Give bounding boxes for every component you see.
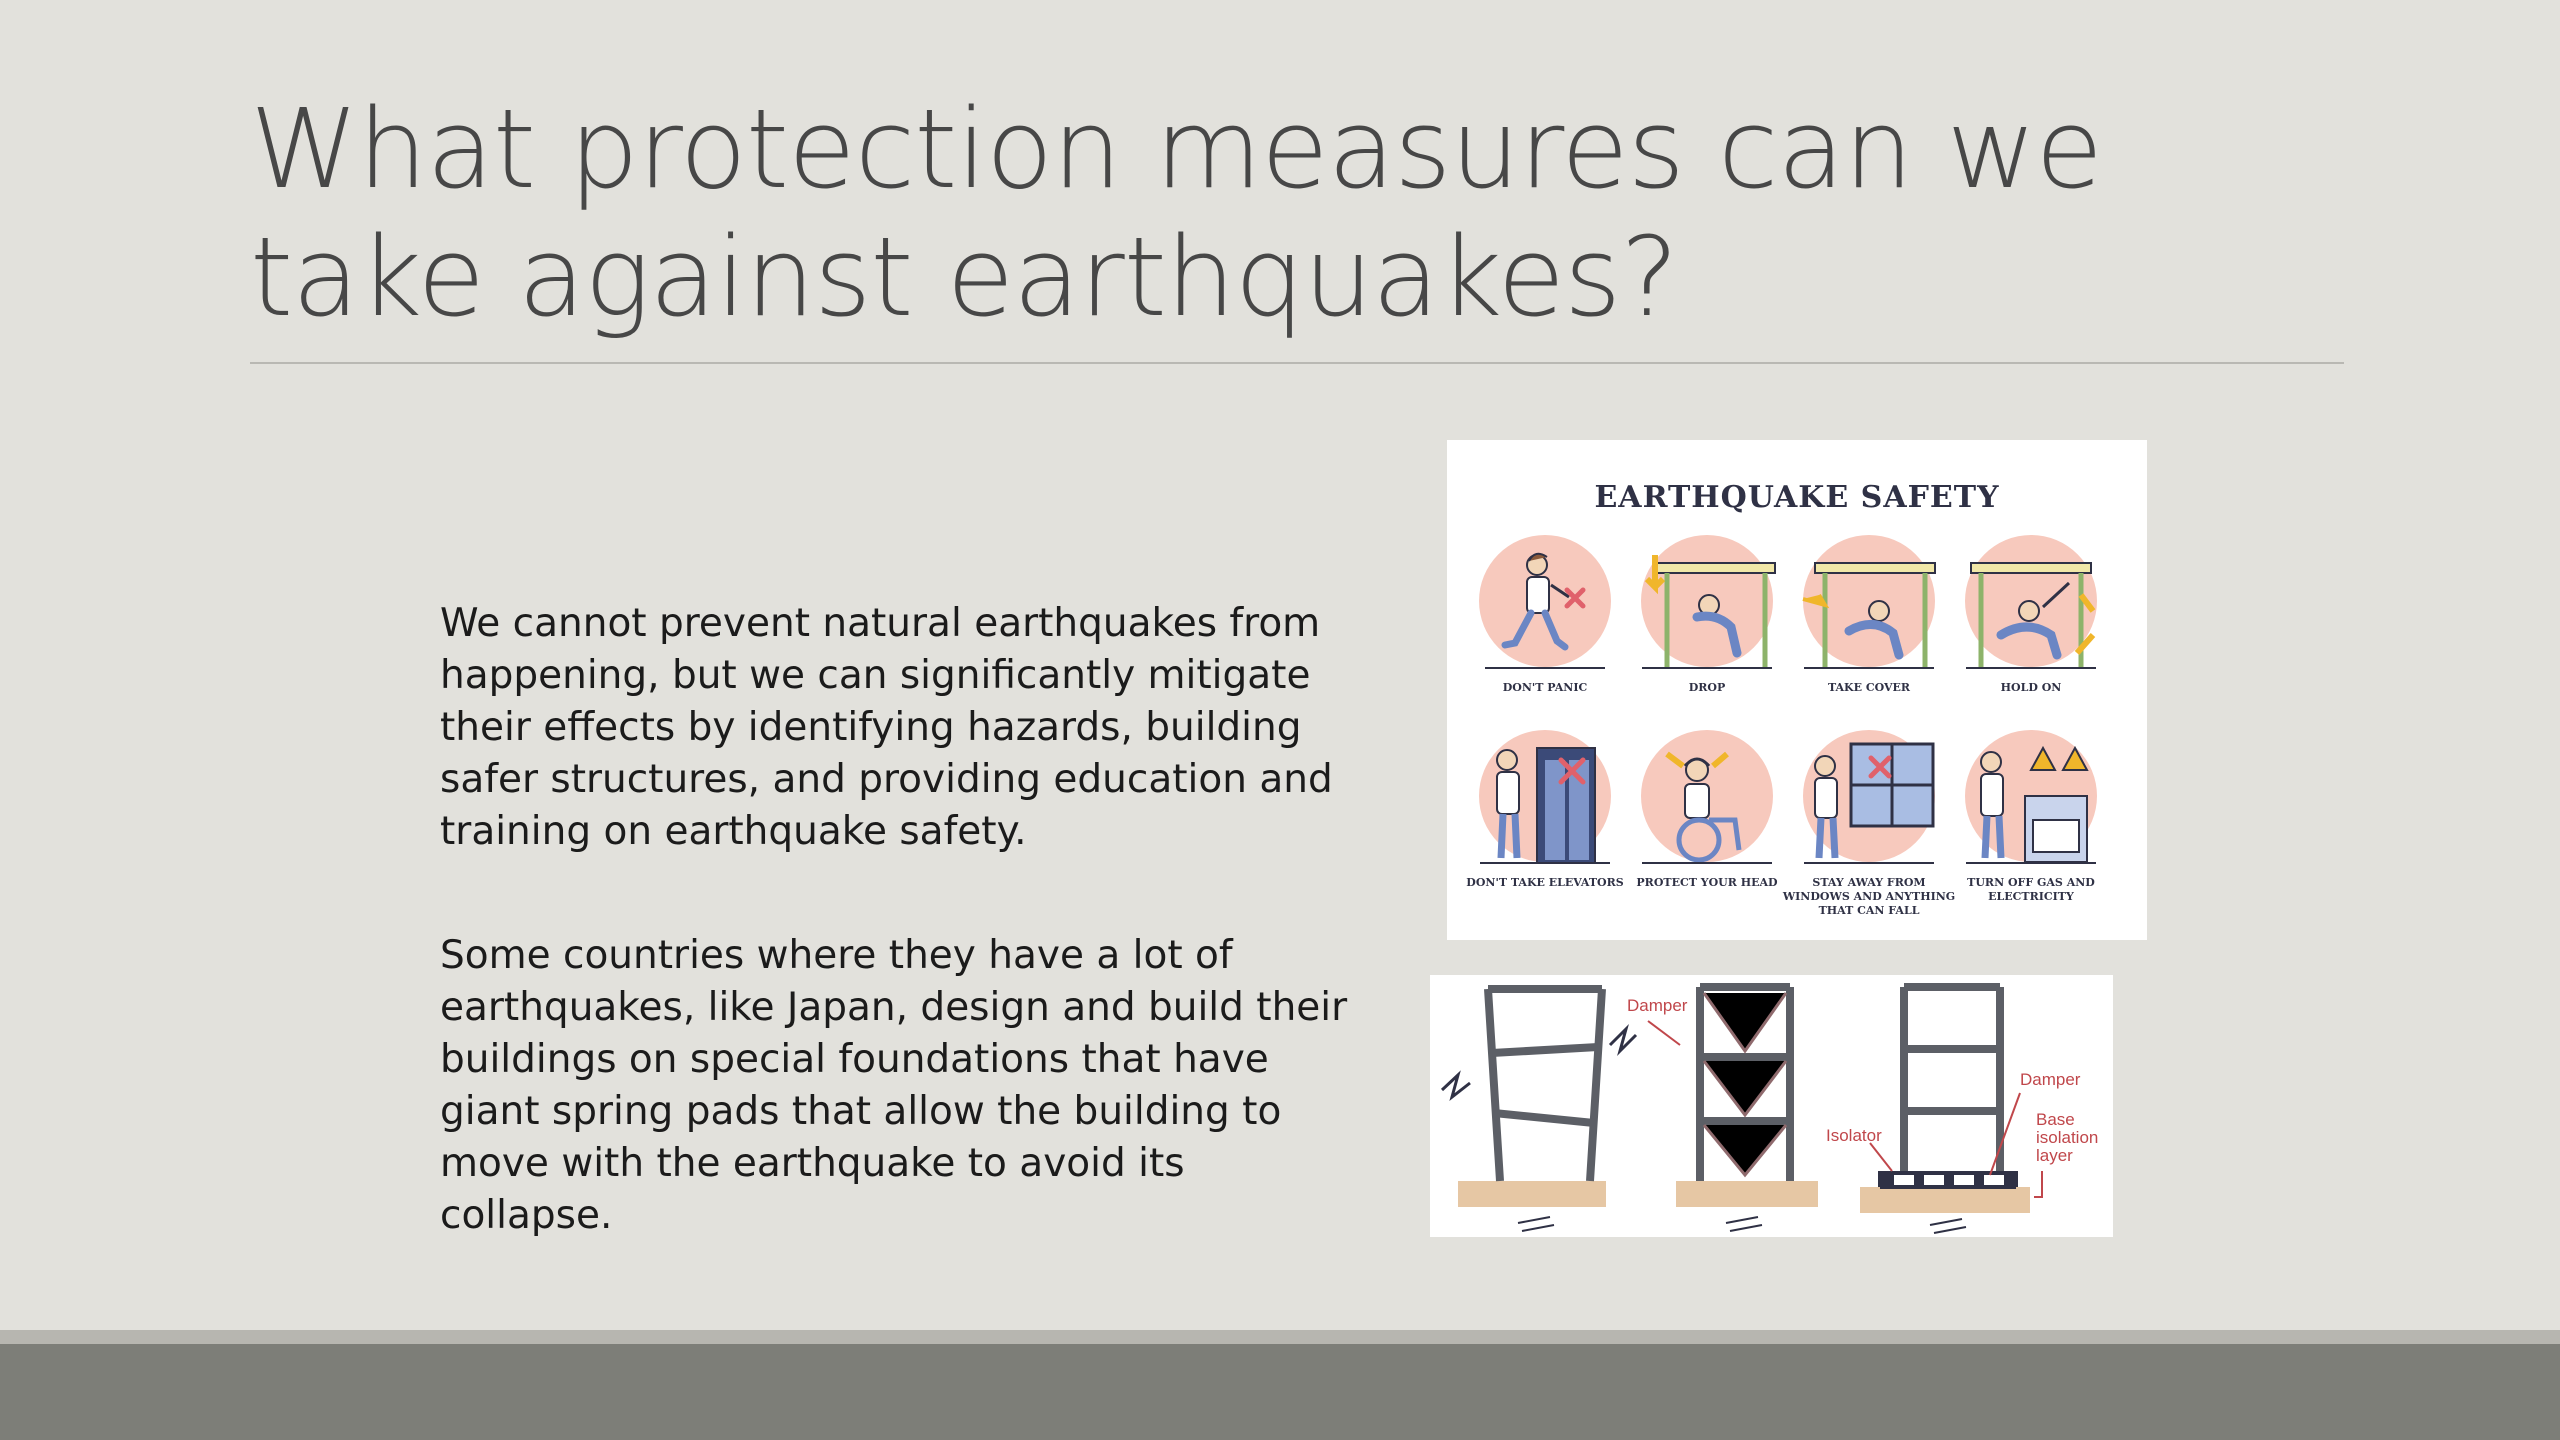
footer-stripe bbox=[0, 1330, 2560, 1344]
base-isolation-label: Base isolation layer bbox=[2036, 1110, 2099, 1165]
footer-bar bbox=[0, 1344, 2560, 1440]
title-divider bbox=[250, 362, 2344, 364]
running-person-icon bbox=[1465, 535, 1625, 675]
tile-stay-away-windows bbox=[1782, 730, 1956, 920]
damper-label: Damper bbox=[1627, 996, 1688, 1015]
slide-title: What protection measures can we take against earthquakes? bbox=[250, 85, 2103, 341]
tile-label: TAKE COVER bbox=[1827, 681, 1911, 694]
tile-label: DON'T TAKE ELEVATORS bbox=[1466, 876, 1624, 889]
tile-dont-panic bbox=[1465, 535, 1625, 725]
paragraph-mitigation: We cannot prevent natural earthquakes from happening, but we can significantly mitigate their effects by identifying hazards, building safer structures, and providing education and training on earthquake safety. bbox=[440, 601, 1333, 854]
window-icon bbox=[1789, 730, 1949, 870]
tile-turn-off-gas bbox=[1951, 730, 2111, 920]
tile-label: DON'T PANIC bbox=[1502, 681, 1588, 694]
earthquake-safety-poster bbox=[1447, 440, 2147, 940]
tile-label: DROP bbox=[1688, 681, 1726, 694]
tile-hold-on bbox=[1951, 535, 2111, 725]
building-frames-illustration bbox=[1430, 975, 2113, 1237]
paragraph-japan-foundations: Some countries where they have a lot of earthquakes, like Japan, design and build their buildings on special foundations that have giant spring pads that allow the building to move with the earthquake to avoid its collapse. bbox=[440, 933, 1348, 1238]
elevator-icon bbox=[1465, 730, 1625, 870]
tile-take-cover bbox=[1789, 535, 1949, 725]
tile-label: TURN OFF GAS AND ELECTRICITY bbox=[1967, 876, 2095, 903]
damper-label-right: Damper bbox=[2020, 1070, 2081, 1089]
stove-icon bbox=[1951, 730, 2111, 870]
tile-protect-your-head bbox=[1627, 730, 1787, 920]
poster-title: EARTHQUAKE SAFETY bbox=[1594, 480, 2000, 515]
tile-label: PROTECT YOUR HEAD bbox=[1636, 876, 1778, 889]
tile-label: HOLD ON bbox=[2000, 681, 2062, 694]
tile-drop bbox=[1627, 535, 1787, 725]
tile-dont-take-elevators bbox=[1465, 730, 1625, 920]
wheelchair-person-icon bbox=[1627, 730, 1787, 870]
hold-on-icon bbox=[1951, 535, 2111, 675]
drop-under-table-icon bbox=[1627, 535, 1787, 675]
tile-label: STAY AWAY FROM WINDOWS AND ANYTHING THAT CAN FALL bbox=[1782, 876, 1956, 917]
take-cover-icon bbox=[1789, 535, 1949, 675]
isolator-label: Isolator bbox=[1826, 1126, 1882, 1145]
building-isolation-diagram bbox=[1430, 975, 2113, 1237]
